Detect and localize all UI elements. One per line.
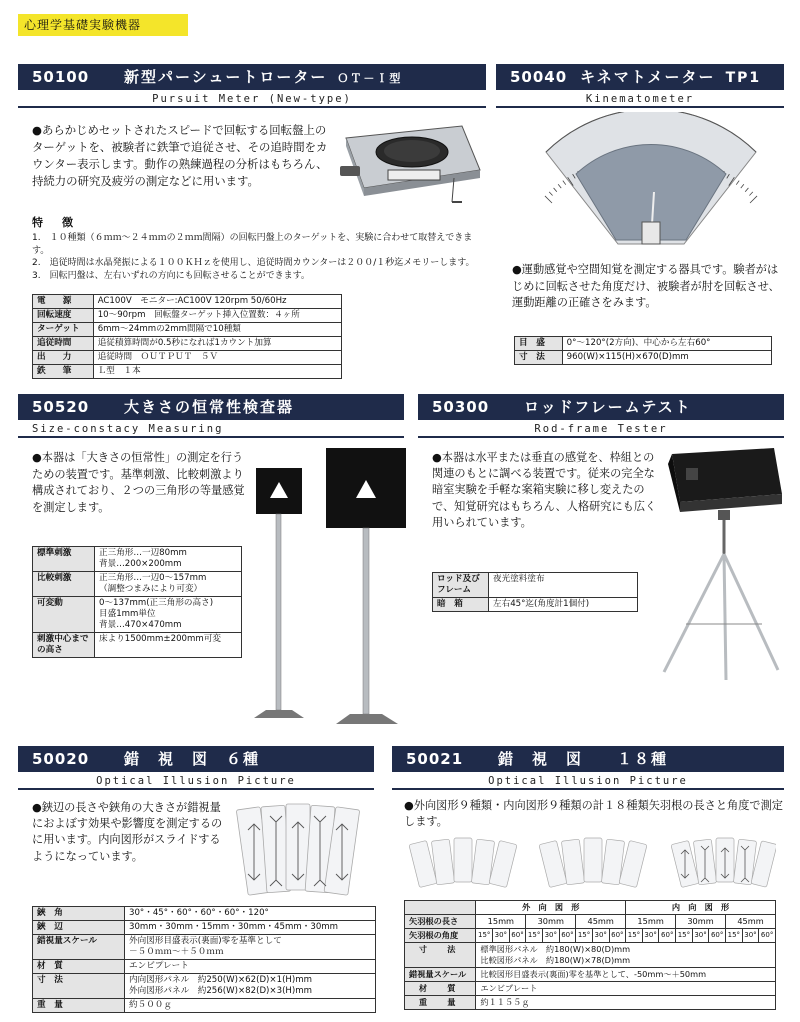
spec-value: 6mm～24mmの2mm間隔で10種類 (93, 323, 341, 337)
spec-key: 矢羽根の角度 (405, 929, 476, 943)
product-subtitle-50100: Pursuit Meter (New-type) (18, 92, 486, 108)
table-row (33, 907, 376, 921)
section-header-50520 (18, 394, 404, 420)
spec-key: 標準刺激 (33, 547, 95, 572)
spec-key: 電 源 (33, 295, 94, 309)
spec-value: 追従積算時間が0.5秒になれば1カウント加算 (93, 337, 341, 351)
spec-table-50520 (32, 546, 242, 658)
product-description-50300: ●本器は水平または垂直の感覚を、枠組との関連のもとに調べる装置です。従来の完全な暗室実験を手軽な案箱実験に移し変えたので、知覚研究はもちろん、人格研究にも広く用いられています。 (432, 451, 657, 529)
spec-table-50100 (32, 294, 342, 379)
spec-value: 左右45°迄(角度計1個付) (489, 598, 638, 612)
spec-value: 夜光塗料塗布 (489, 573, 638, 598)
product-title: 大きさの恒常性検査器 (124, 398, 295, 416)
feature-item-1: 1. １０種類（６ｍｍ～２４ｍｍの２ｍｍ間隔）の回転円盤上のターゲットを、実験に合わせて取替えできます。 (32, 233, 473, 256)
table-row (433, 598, 638, 612)
angle-cell: 15° (676, 929, 693, 943)
table-row (433, 573, 638, 598)
spec-value: AC100V モニター:AC100V 120rpm 50/60Hz (93, 295, 341, 309)
rod-frame-tester-photo (646, 444, 786, 684)
table-row (515, 351, 772, 365)
angle-cell: 30° (542, 929, 559, 943)
spec-table-50020 (32, 906, 376, 1013)
spec-value: 比較図形目盛表示(裏面)零を基準として、-50mm～＋50mm (476, 968, 776, 982)
spec-value: 0～137mm(正三角形の高さ) 目盛1mm単位 背景…470×470mm (95, 597, 242, 633)
angle-cell: 30° (642, 929, 659, 943)
spec-value: 10～90rpm 回転盤ターゲット挿入位置数：４ヶ所 (93, 309, 341, 323)
section-header-50021 (392, 746, 784, 772)
table-row (405, 929, 776, 943)
spec-value: 正三角形…一辺80mm 背景…200×200mm (95, 547, 242, 572)
spec-key: 鉄 筆 (33, 365, 94, 379)
spec-value: 960(W)×115(H)×670(D)mm (562, 351, 771, 365)
spec-key: 寸 法 (33, 974, 125, 999)
product-code: 50100 (32, 68, 90, 86)
table-row (405, 968, 776, 982)
section-header-50100 (18, 64, 486, 90)
spec-key: 材 質 (405, 982, 476, 996)
product-subtitle-50040: Kinematometer (496, 92, 784, 108)
product-code: 50040 (510, 68, 568, 86)
table-row (33, 351, 342, 365)
product-title: 錯 視 図 １８種 (498, 750, 669, 768)
section-header-50300 (418, 394, 784, 420)
angle-cell: 30° (493, 929, 510, 943)
spec-key: 出 力 (33, 351, 94, 365)
length-cell: 45mm (576, 915, 626, 929)
spec-key: 寸 法 (405, 943, 476, 968)
spec-value: 標準図形パネル 約180(W)×80(D)mm 比較図形パネル 約180(W)×78(D)mm (476, 943, 776, 968)
product-code: 50020 (32, 750, 90, 768)
spec-key: 材 質 (33, 960, 125, 974)
spec-key: 目 盛 (515, 337, 563, 351)
spec-key: 可変動 (33, 597, 95, 633)
illusion-panels-18-photo (406, 834, 776, 896)
angle-cell: 30° (592, 929, 609, 943)
table-row (515, 337, 772, 351)
angle-cell: 60° (659, 929, 676, 943)
spec-key (405, 901, 476, 915)
spec-value: 内向図形パネル 約250(W)×62(D)×1(H)mm 外向図形パネル 約256(W)×82(D)×3(H)mm (125, 974, 376, 999)
spec-table-50300 (432, 572, 638, 612)
table-row (33, 572, 242, 597)
illusion-panels-6-photo (236, 800, 372, 900)
spec-value: エンビプレート (125, 960, 376, 974)
length-cell: 30mm (676, 915, 726, 929)
features-block-50100 (32, 214, 488, 282)
spec-key: 刺激中心までの高さ (33, 633, 95, 658)
product-title: ロッドフレームテスト (524, 398, 692, 416)
spec-key: 寸 法 (515, 351, 563, 365)
kinematometer-photo (536, 112, 766, 252)
spec-key: 比較刺激 (33, 572, 95, 597)
spec-key: 重 量 (405, 996, 476, 1010)
spec-value: 0°～120°(2方向)、中心から左右60° (562, 337, 771, 351)
angle-cell: 30° (692, 929, 709, 943)
spec-value: 床より1500mm±200mm可変 (95, 633, 242, 658)
angle-cell: 15° (626, 929, 643, 943)
spec-key: 錯視量スケール (33, 935, 125, 960)
spec-key: 回転速度 (33, 309, 94, 323)
product-model: TP1 (725, 70, 762, 86)
spec-key: 鋏 辺 (33, 921, 125, 935)
table-group-header: 内 向 図 形 (626, 901, 776, 915)
spec-value: 正三角形…一辺0～157mm （調整つまみにより可変） (95, 572, 242, 597)
table-row (33, 295, 342, 309)
feature-item-3: 3. 回転円盤は、左右いずれの方向にも回転させることができます。 (32, 270, 310, 281)
angle-cell: 15° (526, 929, 543, 943)
angle-cell: 60° (709, 929, 726, 943)
angle-cell: 15° (726, 929, 743, 943)
length-cell: 45mm (726, 915, 776, 929)
angle-cell: 60° (509, 929, 526, 943)
table-row (405, 943, 776, 968)
spec-key: ターゲット (33, 323, 94, 337)
spec-key: 矢羽根の長さ (405, 915, 476, 929)
length-cell: 30mm (526, 915, 576, 929)
angle-cell: 15° (476, 929, 493, 943)
table-row (33, 309, 342, 323)
length-cell: 15mm (476, 915, 526, 929)
product-code: 50520 (32, 398, 90, 416)
product-code: 50300 (432, 398, 490, 416)
table-row (33, 337, 342, 351)
angle-cell: 60° (609, 929, 626, 943)
angle-cell: 60° (559, 929, 576, 943)
feature-item-2: 2. 追従時間は水晶発振による１００ＫＨｚを使用し、追従時間カウンターは２００/１秒迄メモリーします。 (32, 258, 475, 268)
spec-key: 追従時間 (33, 337, 94, 351)
table-row (33, 365, 342, 379)
product-description-50020: ●鋏辺の長さや鋏角の大きさが錯視量におよぼす効果や影響度を測定するのに用います。内向図形がスライドするようになっています。 (32, 801, 223, 863)
section-header-50020 (18, 746, 374, 772)
table-row (33, 960, 376, 974)
spec-table-50040 (514, 336, 772, 365)
spec-value: 約１１５５ｇ (476, 996, 776, 1010)
section-header-50040 (496, 64, 784, 90)
table-row (405, 915, 776, 929)
page-category-tag: 心理学基礎実験機器 (18, 14, 188, 36)
spec-value: 約５００ｇ (125, 999, 376, 1013)
spec-value: 30mm・30mm・15mm・30mm・45mm・30mm (125, 921, 376, 935)
spec-key: ロッド及びフレーム (433, 573, 489, 598)
table-row (33, 999, 376, 1013)
table-row (33, 935, 376, 960)
spec-table-50021 (404, 900, 776, 1010)
table-row (405, 982, 776, 996)
table-row (33, 921, 376, 935)
size-constancy-stands-photo (246, 444, 410, 736)
product-description-50021: ●外向図形９種類・内向図形９種類の計１８種類矢羽根の長さと角度で測定します。 (404, 799, 783, 829)
product-description-50520: ●本器は「大きさの恒常性」の測定を行うための装置です。基準刺激、比較刺激より構成されており、２つの三角形の等量感覚を測定します。 (32, 451, 245, 514)
product-model: ＯＴ－Ｉ型 (337, 72, 403, 85)
product-subtitle-50300: Rod-frame Tester (418, 422, 784, 438)
product-subtitle-50520: Size-constacy Measuring (18, 422, 404, 438)
angle-cell: 30° (742, 929, 759, 943)
table-row (33, 597, 242, 633)
product-title: 錯 視 図 ６種 (124, 750, 261, 768)
product-title: キネマトメーター (580, 68, 716, 86)
spec-key: 重 量 (33, 999, 125, 1013)
length-cell: 15mm (626, 915, 676, 929)
features-heading: 特 徴 (32, 216, 77, 229)
spec-key: 暗 箱 (433, 598, 489, 612)
angle-cell: 60° (759, 929, 776, 943)
table-row (405, 996, 776, 1010)
product-code: 50021 (406, 750, 464, 768)
table-row (405, 901, 776, 915)
product-title: 新型パーシュートローター (124, 68, 328, 86)
spec-value: Ｌ型 １本 (93, 365, 341, 379)
table-row (33, 547, 242, 572)
spec-key: 鋏 角 (33, 907, 125, 921)
angle-cell: 15° (576, 929, 593, 943)
product-subtitle-50020: Optical Illusion Picture (18, 774, 374, 790)
product-description-50100: ●あらかじめセットされたスピードで回転する回転盤上のターゲットを、被験者に鉄筆で追従させ、その追時間をカウンター表示します。動作の熟練過程の分析はもちろん、持続力の研究及疲労の測定などに用います。 (32, 123, 328, 188)
table-group-header: 外 向 図 形 (476, 901, 626, 915)
spec-value: エンビプレート (476, 982, 776, 996)
spec-key: 錯視量スケール (405, 968, 476, 982)
spec-value: 30°・45°・60°・60°・60°・120° (125, 907, 376, 921)
product-description-50040: ●運動感覚や空間知覚を測定する器具です。験者がはじめに回転させた角度だけ、被験者が肘を回転させ、運動距離の正確さをみます。 (512, 263, 780, 309)
pursuit-meter-photo (334, 118, 484, 204)
table-row (33, 974, 376, 999)
table-row (33, 323, 342, 337)
product-subtitle-50021: Optical Illusion Picture (392, 774, 784, 790)
spec-value: 外向図形目盛表示(裏面)零を基準として －５０ｍｍ～＋５０ｍｍ (125, 935, 376, 960)
spec-value: 追従時間 ＯＵＴＰＵＴ ５Ｖ (93, 351, 341, 365)
table-row (33, 633, 242, 658)
